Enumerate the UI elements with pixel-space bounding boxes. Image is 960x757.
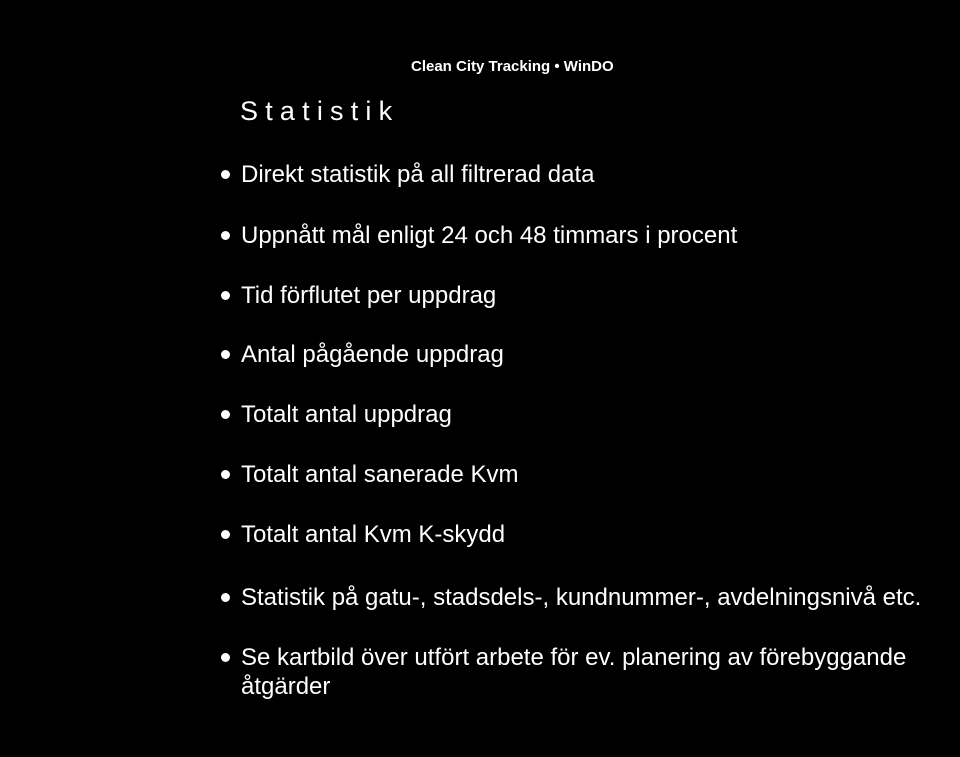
- bullet-text: Totalt antal uppdrag: [241, 401, 452, 428]
- slide-title: Statistik: [240, 96, 400, 126]
- bullet-text: Totalt antal sanerade Kvm: [241, 461, 519, 488]
- bullet-text: Se kartbild över utfört arbete för ev. planering av förebyggande åtgärder: [241, 644, 907, 700]
- bullet-icon: [221, 593, 230, 602]
- bullet-icon: [221, 350, 230, 359]
- header-brand: Clean City Tracking • WinDO: [411, 58, 614, 75]
- bullet-icon: [221, 170, 230, 179]
- bullet-text: Antal pågående uppdrag: [241, 341, 504, 368]
- bullet-icon: [221, 410, 230, 419]
- bullet-icon: [221, 653, 230, 662]
- bullet-icon: [221, 231, 230, 240]
- bullet-text: Totalt antal Kvm K-skydd: [241, 521, 506, 548]
- bullet-text: Uppnått mål enligt 24 och 48 timmars i procent: [241, 222, 738, 249]
- bullet-text: Tid förflutet per uppdrag: [241, 282, 497, 309]
- bullet-icon: [221, 291, 230, 300]
- bullet-text: Statistik på gatu-, stadsdels-, kundnummer-, avdelningsnivå etc.: [241, 584, 922, 611]
- bullet-text: Direkt statistik på all filtrerad data: [241, 161, 595, 188]
- bullet-icon: [221, 470, 230, 479]
- bullet-icon: [221, 530, 230, 539]
